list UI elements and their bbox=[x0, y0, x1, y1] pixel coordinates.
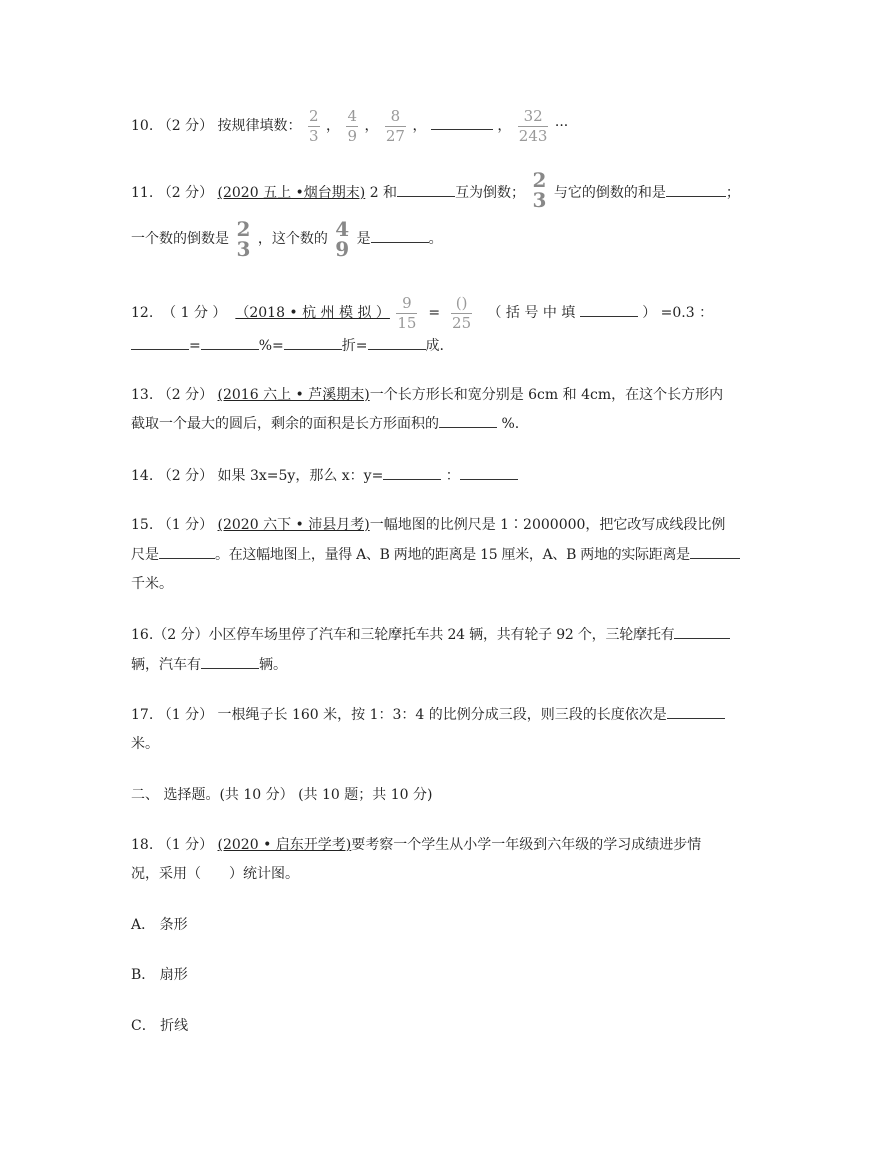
question-10: 10. （2 分） 按规律填数： $\frac{2}{3}$ ， $\frac{4}{9}$ ， $\frac{8}{27}$ ， ， $\frac{32}{243}$ ··· bbox=[131, 106, 569, 145]
fraction: $\frac{32}{243}$ bbox=[518, 106, 548, 145]
question-source: (2016 六上 • 芦溪期末) bbox=[217, 387, 370, 403]
question-17-cont: 米。 bbox=[131, 736, 159, 752]
fraction: $\frac{()}{25}$ bbox=[452, 293, 472, 332]
option-text: 条形 bbox=[159, 917, 188, 933]
question-number: 11. bbox=[131, 185, 154, 201]
answer-blank[interactable] bbox=[371, 228, 429, 243]
question-source: (2020 六下 • 沛县月考) bbox=[217, 517, 370, 533]
answer-blank[interactable] bbox=[667, 704, 725, 719]
answer-blank[interactable] bbox=[674, 624, 730, 639]
question-11: 11. （2 分） (2020 五上 •烟台期末) 2 和 互为倒数； 2 3 与它的倒数的和是 ； bbox=[131, 168, 740, 212]
answer-blank[interactable] bbox=[159, 544, 215, 559]
question-score: （2 分） bbox=[157, 387, 214, 403]
option-text: 扇形 bbox=[159, 967, 188, 983]
question-12-cont: = %= 折= 成. bbox=[131, 335, 763, 357]
question-17: 17. （1 分） 一根绳子长 160 米，按 1：3：4 的比例分成三段，则三段的长度依次是 bbox=[131, 704, 763, 726]
answer-blank[interactable] bbox=[580, 302, 638, 317]
question-16: 16.（2 分）小区停车场里停了汽车和三轮摩托车共 24 辆，共有轮子 92 个，三轮摩托有 bbox=[131, 624, 763, 646]
answer-blank[interactable] bbox=[666, 182, 726, 197]
question-18: 18. （1 分） (2020 • 启东开学考)要考察一个学生从小学一年级到六年级的学习成绩进步情 bbox=[131, 837, 702, 853]
question-score: （1 分） bbox=[157, 707, 214, 723]
answer-blank[interactable] bbox=[383, 465, 441, 480]
question-15-cont2: 千米。 bbox=[131, 576, 173, 592]
option-a[interactable] bbox=[131, 914, 763, 936]
question-15-cont: 尺是 。在这幅地图上，量得 A、B 两地的距离是 15 厘米，A、B 两地的实际距离是 bbox=[131, 544, 763, 566]
question-18-cont: 况，采用（ ）统计图。 bbox=[131, 866, 299, 882]
fraction: $\frac{9}{15}$ bbox=[397, 293, 417, 332]
question-number: 15. bbox=[131, 517, 154, 533]
answer-blank[interactable] bbox=[131, 335, 189, 350]
option-c[interactable] bbox=[131, 1015, 763, 1037]
answer-blank[interactable] bbox=[201, 335, 259, 350]
question-score: （1 分） bbox=[157, 837, 214, 853]
question-number: 10. bbox=[131, 118, 154, 134]
question-score: （2 分） bbox=[157, 118, 214, 134]
answer-blank[interactable] bbox=[460, 465, 518, 480]
option-text: 折线 bbox=[160, 1018, 189, 1034]
question-score: （2 分） bbox=[153, 627, 209, 643]
section-heading: 二、 选择题。(共 10 分） (共 10 题；共 10 分) bbox=[131, 787, 433, 803]
option-label: A． bbox=[131, 917, 156, 933]
question-number: 12. bbox=[131, 305, 154, 321]
answer-blank[interactable] bbox=[397, 182, 455, 197]
fraction: 2 3 bbox=[532, 168, 547, 212]
option-label: B． bbox=[131, 967, 156, 983]
question-15: 15. （1 分） (2020 六下 • 沛县月考)一幅地图的比例尺是 1∶2000000，把它改写成线段比例 bbox=[131, 517, 726, 533]
question-text: 按规律填数： bbox=[217, 118, 302, 134]
answer-blank[interactable] bbox=[201, 654, 259, 669]
fraction: $\frac{2}{3}$ bbox=[308, 106, 319, 145]
question-16-cont: 辆，汽车有 辆。 bbox=[131, 654, 763, 676]
question-13-cont: 截取一个最大的圆后，剩余的面积是长方形面积的 %. bbox=[131, 413, 763, 435]
answer-blank[interactable] bbox=[284, 335, 342, 350]
answer-blank[interactable] bbox=[439, 413, 497, 428]
fraction: $\frac{8}{27}$ bbox=[385, 106, 405, 145]
option-label: C． bbox=[131, 1018, 156, 1034]
fraction: 4 9 bbox=[335, 217, 350, 261]
option-b[interactable] bbox=[131, 964, 763, 986]
question-number: 16. bbox=[131, 627, 154, 643]
fraction: 2 3 bbox=[236, 217, 251, 261]
question-11-cont: 一个数的倒数是 2 3 ，这个数的 4 9 是 。 bbox=[131, 217, 443, 261]
question-13: 13. （2 分） (2016 六上 • 芦溪期末)一个长方形长和宽分别是 6cm 和 4cm，在这个长方形内 bbox=[131, 387, 724, 403]
question-14: 14. （2 分） 如果 3x=5y，那么 x：y= ： bbox=[131, 465, 763, 487]
question-score: （2 分） bbox=[157, 185, 214, 201]
question-12: 12. （ 1 分 ） （2018 • 杭 州 模 拟 ） $\frac{9}{15}$ = $\frac{()}{25}$ （ 括 号 中 填 ） =0.3 ： bbox=[131, 293, 714, 332]
question-number: 13. bbox=[131, 387, 154, 403]
question-source: (2020 五上 •烟台期末) bbox=[217, 185, 366, 201]
answer-blank[interactable] bbox=[690, 544, 740, 559]
fraction: $\frac{4}{9}$ bbox=[347, 106, 357, 145]
answer-blank[interactable] bbox=[431, 115, 493, 130]
question-number: 17. bbox=[131, 707, 154, 723]
question-number: 18. bbox=[131, 837, 154, 853]
question-score: （1 分） bbox=[157, 517, 214, 533]
question-number: 14. bbox=[131, 468, 154, 484]
question-score: （2 分） bbox=[157, 468, 214, 484]
answer-blank[interactable] bbox=[368, 335, 426, 350]
question-score: （ 1 分 ） bbox=[162, 305, 227, 321]
question-source: （2018 • 杭 州 模 拟 ） bbox=[235, 305, 390, 321]
question-source: (2020 • 启东开学考) bbox=[217, 837, 352, 853]
